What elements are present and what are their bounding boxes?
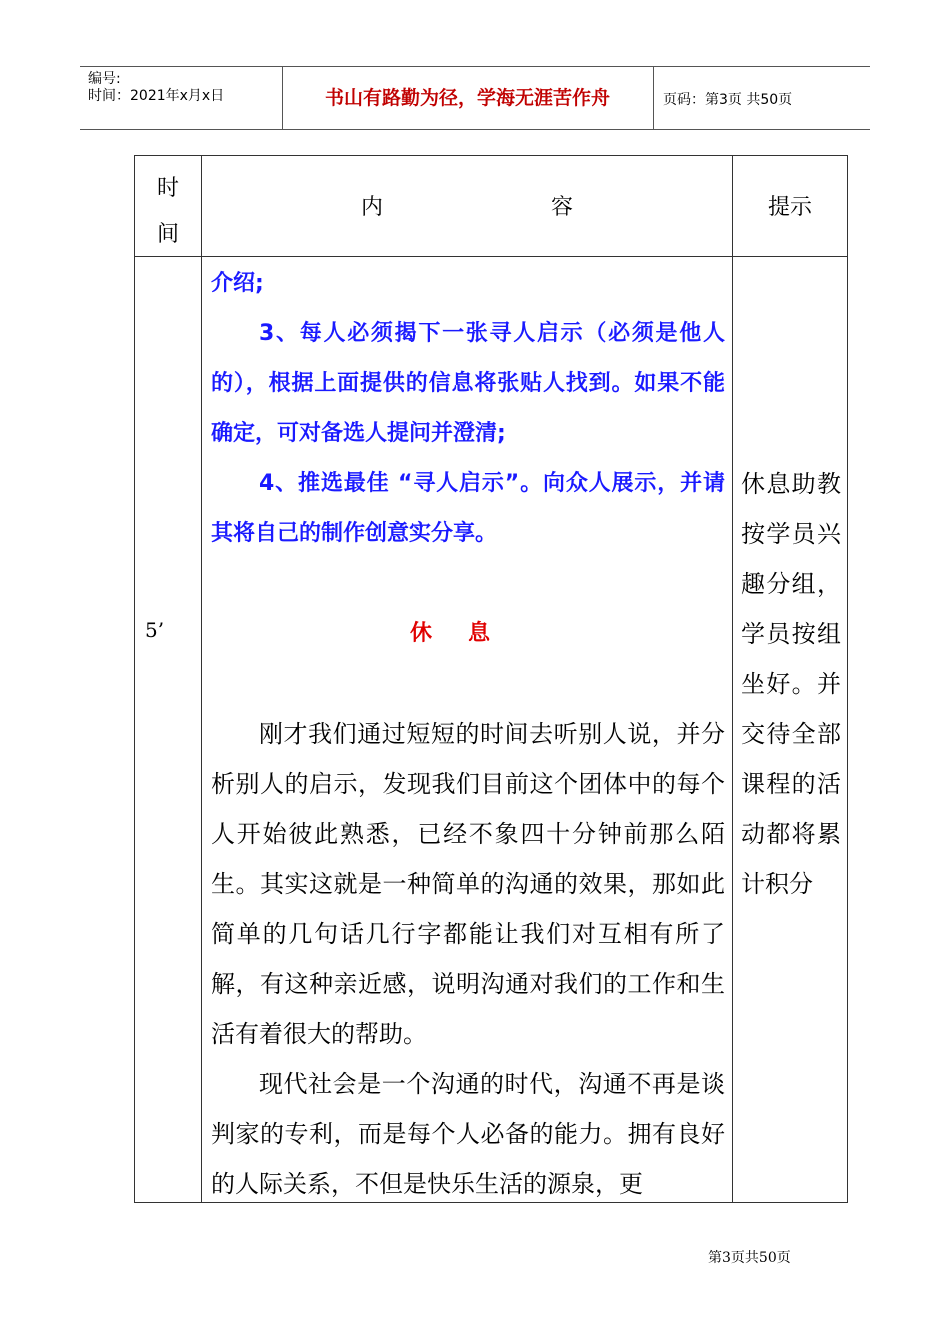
- header-char: 间: [156, 222, 179, 247]
- time-cell: 5’: [145, 618, 165, 642]
- time-label: 时间：2021年x月x日: [88, 88, 225, 104]
- page-footer: 第3页共50页: [708, 1250, 791, 1266]
- lesson-table: [134, 155, 848, 1203]
- header-divider: [653, 67, 654, 129]
- content-paragraph: 4、推选最佳 “寻人启示”。向众人展示，并请其将自己的制作创意实分享。: [211, 471, 725, 546]
- page-header: [80, 66, 870, 130]
- number-label: 编号:: [88, 71, 121, 87]
- content-cell: [211, 259, 725, 1209]
- header-meta: [88, 71, 224, 105]
- content-paragraph: 3、每人必须揭下一张寻人启示（必须是他人的），根据上面提供的信息将张贴人找到。如果不能确定，可对备选人提问并澄清;: [211, 321, 725, 446]
- content-paragraph: 刚才我们通过短短的时间去听别人说，并分析别人的启示，发现我们目前这个团体中的每个人开始彼此熟悉，已经不象四十分钟前那么陌生。其实这就是一种简单的沟通的效果，那如此简单的几句话几行字都能让我们对互相有所了解，有这种亲近感，说明沟通对我们的工作和生活有着很大的帮助。: [211, 720, 725, 1048]
- header-char: 时: [156, 176, 179, 201]
- content-paragraph: 现代社会是一个沟通的时代，沟通不再是谈判家的专利，而是每个人必备的能力。拥有良好的人际关系，不但是快乐生活的源泉，更: [211, 1070, 725, 1198]
- header-char: 内: [361, 195, 384, 220]
- header-page-info: 页码：第3页 共50页: [663, 92, 793, 108]
- section-title: 休息: [409, 621, 526, 646]
- column-divider: [732, 156, 733, 1202]
- header-char: 容: [551, 195, 574, 220]
- content-paragraph: 介绍;: [211, 271, 264, 296]
- header-motto: 书山有路勤为径，学海无涯苦作舟: [324, 87, 610, 109]
- column-divider: [201, 156, 202, 1202]
- header-row-divider: [135, 256, 847, 257]
- column-header-hint: 提示: [767, 195, 812, 220]
- hint-cell: 休息助教按学员兴趣分组，学员按组坐好。并交待全部课程的活动都将累计积分: [741, 470, 841, 898]
- column-header-time: [135, 166, 201, 258]
